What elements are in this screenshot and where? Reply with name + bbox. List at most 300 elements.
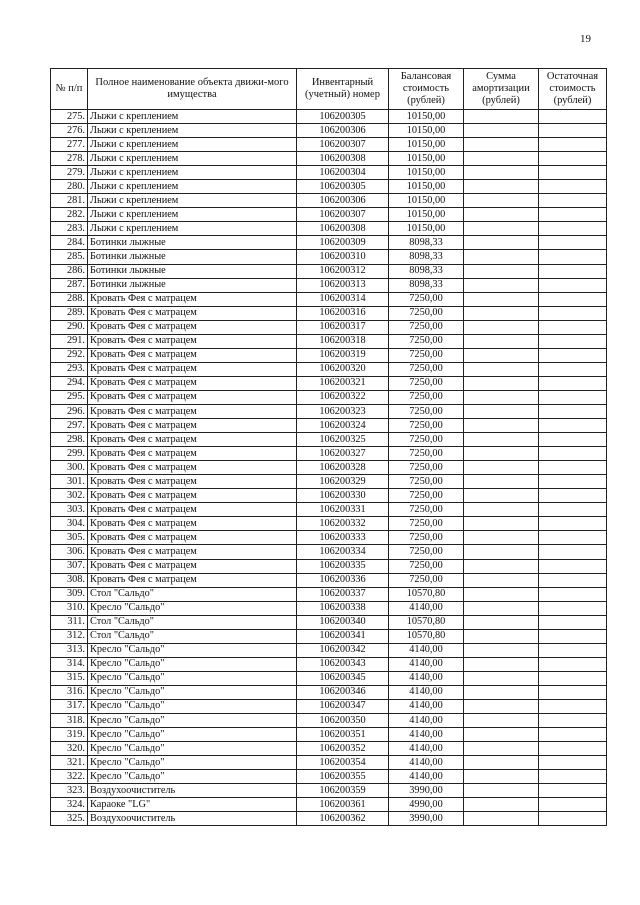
inventory-number: 106200337 xyxy=(297,587,389,601)
header-name: Полное наименование объекта движи-мого имущества xyxy=(88,69,297,110)
depreciation-amount xyxy=(464,812,539,826)
row-number: 290. xyxy=(51,320,88,334)
inventory-number: 106200322 xyxy=(297,390,389,404)
item-name: Кровать Фея с матрацем xyxy=(88,517,297,531)
inventory-number: 106200324 xyxy=(297,419,389,433)
residual-cost xyxy=(539,742,607,756)
table-row xyxy=(51,559,607,573)
balance-cost: 7250,00 xyxy=(389,503,464,517)
table-row xyxy=(51,601,607,615)
item-name: Кровать Фея с матрацем xyxy=(88,489,297,503)
balance-cost: 4140,00 xyxy=(389,657,464,671)
inventory-number: 106200308 xyxy=(297,222,389,236)
residual-cost xyxy=(539,222,607,236)
depreciation-amount xyxy=(464,124,539,138)
item-name: Кровать Фея с матрацем xyxy=(88,559,297,573)
row-number: 287. xyxy=(51,278,88,292)
depreciation-amount xyxy=(464,236,539,250)
inventory-number: 106200308 xyxy=(297,152,389,166)
residual-cost xyxy=(539,124,607,138)
inventory-number: 106200338 xyxy=(297,601,389,615)
depreciation-amount xyxy=(464,503,539,517)
item-name: Лыжи с креплением xyxy=(88,152,297,166)
table-row xyxy=(51,124,607,138)
row-number: 285. xyxy=(51,250,88,264)
residual-cost xyxy=(539,419,607,433)
balance-cost: 7250,00 xyxy=(389,320,464,334)
item-name: Кровать Фея с матрацем xyxy=(88,306,297,320)
inventory-number: 106200340 xyxy=(297,615,389,629)
table-row xyxy=(51,587,607,601)
depreciation-amount xyxy=(464,615,539,629)
balance-cost: 10150,00 xyxy=(389,180,464,194)
balance-cost: 8098,33 xyxy=(389,264,464,278)
depreciation-amount xyxy=(464,278,539,292)
row-number: 291. xyxy=(51,334,88,348)
table-row xyxy=(51,503,607,517)
row-number: 288. xyxy=(51,292,88,306)
row-number: 307. xyxy=(51,559,88,573)
table-row xyxy=(51,615,607,629)
residual-cost xyxy=(539,110,607,124)
row-number: 312. xyxy=(51,629,88,643)
residual-cost xyxy=(539,587,607,601)
residual-cost xyxy=(539,728,607,742)
row-number: 295. xyxy=(51,390,88,404)
residual-cost xyxy=(539,699,607,713)
header-inventory: Инвентарный (учетный) номер xyxy=(297,69,389,110)
residual-cost xyxy=(539,236,607,250)
item-name: Ботинки лыжные xyxy=(88,278,297,292)
balance-cost: 7250,00 xyxy=(389,362,464,376)
inventory-number: 106200328 xyxy=(297,461,389,475)
table-row xyxy=(51,756,607,770)
depreciation-amount xyxy=(464,798,539,812)
balance-cost: 4140,00 xyxy=(389,770,464,784)
balance-cost: 3990,00 xyxy=(389,812,464,826)
depreciation-amount xyxy=(464,784,539,798)
inventory-number: 106200352 xyxy=(297,742,389,756)
balance-cost: 10150,00 xyxy=(389,138,464,152)
residual-cost xyxy=(539,208,607,222)
residual-cost xyxy=(539,517,607,531)
item-name: Ботинки лыжные xyxy=(88,250,297,264)
inventory-number: 106200325 xyxy=(297,433,389,447)
depreciation-amount xyxy=(464,461,539,475)
inventory-number: 106200306 xyxy=(297,124,389,138)
depreciation-amount xyxy=(464,306,539,320)
balance-cost: 7250,00 xyxy=(389,292,464,306)
header-depreciation: Сумма амортизации (рублей) xyxy=(464,69,539,110)
table-row xyxy=(51,812,607,826)
item-name: Кровать Фея с матрацем xyxy=(88,503,297,517)
inventory-number: 106200334 xyxy=(297,545,389,559)
row-number: 304. xyxy=(51,517,88,531)
balance-cost: 7250,00 xyxy=(389,573,464,587)
row-number: 275. xyxy=(51,110,88,124)
row-number: 310. xyxy=(51,601,88,615)
residual-cost xyxy=(539,601,607,615)
residual-cost xyxy=(539,376,607,390)
table-row xyxy=(51,138,607,152)
table-row xyxy=(51,320,607,334)
item-name: Стол "Сальдо" xyxy=(88,587,297,601)
inventory-number: 106200316 xyxy=(297,306,389,320)
row-number: 301. xyxy=(51,475,88,489)
balance-cost: 8098,33 xyxy=(389,250,464,264)
balance-cost: 4140,00 xyxy=(389,699,464,713)
table-row xyxy=(51,208,607,222)
item-name: Кровать Фея с матрацем xyxy=(88,573,297,587)
item-name: Лыжи с креплением xyxy=(88,180,297,194)
table-row xyxy=(51,222,607,236)
row-number: 276. xyxy=(51,124,88,138)
table-row xyxy=(51,152,607,166)
inventory-number: 106200314 xyxy=(297,292,389,306)
residual-cost xyxy=(539,643,607,657)
balance-cost: 7250,00 xyxy=(389,419,464,433)
item-name: Кресло "Сальдо" xyxy=(88,699,297,713)
balance-cost: 4140,00 xyxy=(389,685,464,699)
table-row xyxy=(51,264,607,278)
balance-cost: 8098,33 xyxy=(389,278,464,292)
balance-cost: 3990,00 xyxy=(389,784,464,798)
row-number: 280. xyxy=(51,180,88,194)
balance-cost: 10570,80 xyxy=(389,587,464,601)
balance-cost: 7250,00 xyxy=(389,559,464,573)
row-number: 278. xyxy=(51,152,88,166)
balance-cost: 7250,00 xyxy=(389,404,464,418)
table-row xyxy=(51,292,607,306)
inventory-number: 106200318 xyxy=(297,334,389,348)
table-row xyxy=(51,180,607,194)
balance-cost: 10150,00 xyxy=(389,208,464,222)
row-number: 297. xyxy=(51,419,88,433)
inventory-number: 106200359 xyxy=(297,784,389,798)
row-number: 302. xyxy=(51,489,88,503)
item-name: Кресло "Сальдо" xyxy=(88,728,297,742)
item-name: Кровать Фея с матрацем xyxy=(88,531,297,545)
balance-cost: 10150,00 xyxy=(389,110,464,124)
depreciation-amount xyxy=(464,222,539,236)
residual-cost xyxy=(539,152,607,166)
balance-cost: 7250,00 xyxy=(389,475,464,489)
inventory-number: 106200310 xyxy=(297,250,389,264)
table-row xyxy=(51,433,607,447)
header-residual: Остаточная стоимость (рублей) xyxy=(539,69,607,110)
residual-cost xyxy=(539,320,607,334)
table-row xyxy=(51,699,607,713)
balance-cost: 4140,00 xyxy=(389,714,464,728)
inventory-table xyxy=(50,68,607,826)
table-body xyxy=(51,110,607,826)
inventory-number: 106200341 xyxy=(297,629,389,643)
depreciation-amount xyxy=(464,447,539,461)
row-number: 318. xyxy=(51,714,88,728)
item-name: Кровать Фея с матрацем xyxy=(88,376,297,390)
balance-cost: 7250,00 xyxy=(389,334,464,348)
depreciation-amount xyxy=(464,362,539,376)
depreciation-amount xyxy=(464,419,539,433)
residual-cost xyxy=(539,545,607,559)
row-number: 303. xyxy=(51,503,88,517)
table-header-row xyxy=(51,69,607,110)
balance-cost: 4140,00 xyxy=(389,742,464,756)
residual-cost xyxy=(539,784,607,798)
row-number: 279. xyxy=(51,166,88,180)
table-row xyxy=(51,334,607,348)
table-row xyxy=(51,657,607,671)
balance-cost: 7250,00 xyxy=(389,306,464,320)
row-number: 289. xyxy=(51,306,88,320)
residual-cost xyxy=(539,390,607,404)
item-name: Кровать Фея с матрацем xyxy=(88,362,297,376)
row-number: 323. xyxy=(51,784,88,798)
item-name: Ботинки лыжные xyxy=(88,264,297,278)
item-name: Кровать Фея с матрацем xyxy=(88,461,297,475)
table-row xyxy=(51,278,607,292)
table-row xyxy=(51,348,607,362)
item-name: Ботинки лыжные xyxy=(88,236,297,250)
residual-cost xyxy=(539,812,607,826)
depreciation-amount xyxy=(464,559,539,573)
inventory-number: 106200305 xyxy=(297,110,389,124)
inventory-number: 106200350 xyxy=(297,714,389,728)
depreciation-amount xyxy=(464,685,539,699)
balance-cost: 7250,00 xyxy=(389,390,464,404)
table-row xyxy=(51,685,607,699)
item-name: Лыжи с креплением xyxy=(88,166,297,180)
balance-cost: 7250,00 xyxy=(389,447,464,461)
inventory-number: 106200331 xyxy=(297,503,389,517)
item-name: Кресло "Сальдо" xyxy=(88,685,297,699)
item-name: Лыжи с креплением xyxy=(88,138,297,152)
depreciation-amount xyxy=(464,433,539,447)
inventory-number: 106200304 xyxy=(297,166,389,180)
residual-cost xyxy=(539,615,607,629)
item-name: Кровать Фея с матрацем xyxy=(88,419,297,433)
inventory-number: 106200335 xyxy=(297,559,389,573)
row-number: 300. xyxy=(51,461,88,475)
item-name: Кресло "Сальдо" xyxy=(88,756,297,770)
balance-cost: 4990,00 xyxy=(389,798,464,812)
inventory-number: 106200361 xyxy=(297,798,389,812)
residual-cost xyxy=(539,671,607,685)
depreciation-amount xyxy=(464,587,539,601)
inventory-number: 106200309 xyxy=(297,236,389,250)
depreciation-amount xyxy=(464,404,539,418)
residual-cost xyxy=(539,264,607,278)
residual-cost xyxy=(539,629,607,643)
row-number: 281. xyxy=(51,194,88,208)
residual-cost xyxy=(539,278,607,292)
depreciation-amount xyxy=(464,531,539,545)
table-row xyxy=(51,376,607,390)
table-row xyxy=(51,643,607,657)
page-number: 19 xyxy=(580,33,591,45)
depreciation-amount xyxy=(464,292,539,306)
table-row xyxy=(51,110,607,124)
item-name: Лыжи с креплением xyxy=(88,194,297,208)
row-number: 314. xyxy=(51,657,88,671)
item-name: Кровать Фея с матрацем xyxy=(88,433,297,447)
row-number: 277. xyxy=(51,138,88,152)
depreciation-amount xyxy=(464,629,539,643)
item-name: Кровать Фея с матрацем xyxy=(88,390,297,404)
balance-cost: 10570,80 xyxy=(389,629,464,643)
balance-cost: 4140,00 xyxy=(389,728,464,742)
depreciation-amount xyxy=(464,517,539,531)
inventory-number: 106200362 xyxy=(297,812,389,826)
item-name: Кресло "Сальдо" xyxy=(88,657,297,671)
residual-cost xyxy=(539,503,607,517)
balance-cost: 7250,00 xyxy=(389,348,464,362)
table-row xyxy=(51,798,607,812)
row-number: 317. xyxy=(51,699,88,713)
inventory-number: 106200351 xyxy=(297,728,389,742)
depreciation-amount xyxy=(464,334,539,348)
depreciation-amount xyxy=(464,166,539,180)
row-number: 322. xyxy=(51,770,88,784)
balance-cost: 10150,00 xyxy=(389,152,464,166)
inventory-number: 106200323 xyxy=(297,404,389,418)
table-row xyxy=(51,390,607,404)
row-number: 321. xyxy=(51,756,88,770)
item-name: Кровать Фея с матрацем xyxy=(88,348,297,362)
item-name: Стол "Сальдо" xyxy=(88,615,297,629)
item-name: Воздухоочиститель xyxy=(88,784,297,798)
residual-cost xyxy=(539,531,607,545)
row-number: 293. xyxy=(51,362,88,376)
residual-cost xyxy=(539,756,607,770)
inventory-number: 106200332 xyxy=(297,517,389,531)
table-row xyxy=(51,545,607,559)
item-name: Кровать Фея с матрацем xyxy=(88,334,297,348)
inventory-number: 106200320 xyxy=(297,362,389,376)
residual-cost xyxy=(539,194,607,208)
item-name: Кресло "Сальдо" xyxy=(88,671,297,685)
residual-cost xyxy=(539,348,607,362)
balance-cost: 8098,33 xyxy=(389,236,464,250)
item-name: Кресло "Сальдо" xyxy=(88,714,297,728)
inventory-number: 106200342 xyxy=(297,643,389,657)
inventory-number: 106200305 xyxy=(297,180,389,194)
residual-cost xyxy=(539,362,607,376)
inventory-number: 106200343 xyxy=(297,657,389,671)
depreciation-amount xyxy=(464,264,539,278)
table-row xyxy=(51,404,607,418)
row-number: 296. xyxy=(51,404,88,418)
depreciation-amount xyxy=(464,250,539,264)
item-name: Лыжи с креплением xyxy=(88,222,297,236)
balance-cost: 7250,00 xyxy=(389,461,464,475)
balance-cost: 7250,00 xyxy=(389,489,464,503)
residual-cost xyxy=(539,461,607,475)
depreciation-amount xyxy=(464,601,539,615)
residual-cost xyxy=(539,166,607,180)
depreciation-amount xyxy=(464,348,539,362)
depreciation-amount xyxy=(464,180,539,194)
row-number: 283. xyxy=(51,222,88,236)
row-number: 315. xyxy=(51,671,88,685)
residual-cost xyxy=(539,138,607,152)
inventory-number: 106200336 xyxy=(297,573,389,587)
inventory-number: 106200347 xyxy=(297,699,389,713)
item-name: Караоке "LG" xyxy=(88,798,297,812)
balance-cost: 7250,00 xyxy=(389,531,464,545)
residual-cost xyxy=(539,657,607,671)
depreciation-amount xyxy=(464,545,539,559)
depreciation-amount xyxy=(464,643,539,657)
depreciation-amount xyxy=(464,671,539,685)
inventory-number: 106200330 xyxy=(297,489,389,503)
table-row xyxy=(51,770,607,784)
item-name: Лыжи с креплением xyxy=(88,110,297,124)
row-number: 308. xyxy=(51,573,88,587)
inventory-number: 106200355 xyxy=(297,770,389,784)
residual-cost xyxy=(539,559,607,573)
depreciation-amount xyxy=(464,376,539,390)
table-row xyxy=(51,447,607,461)
balance-cost: 10570,80 xyxy=(389,615,464,629)
balance-cost: 7250,00 xyxy=(389,545,464,559)
inventory-number: 106200329 xyxy=(297,475,389,489)
residual-cost xyxy=(539,250,607,264)
row-number: 309. xyxy=(51,587,88,601)
item-name: Кровать Фея с матрацем xyxy=(88,475,297,489)
table-row xyxy=(51,475,607,489)
item-name: Кресло "Сальдо" xyxy=(88,770,297,784)
depreciation-amount xyxy=(464,770,539,784)
table-row xyxy=(51,166,607,180)
item-name: Кровать Фея с матрацем xyxy=(88,292,297,306)
item-name: Кровать Фея с матрацем xyxy=(88,545,297,559)
table-row xyxy=(51,419,607,433)
inventory-number: 106200327 xyxy=(297,447,389,461)
balance-cost: 10150,00 xyxy=(389,222,464,236)
item-name: Лыжи с креплением xyxy=(88,124,297,138)
item-name: Лыжи с креплением xyxy=(88,208,297,222)
depreciation-amount xyxy=(464,138,539,152)
table-row xyxy=(51,489,607,503)
row-number: 294. xyxy=(51,376,88,390)
table-row xyxy=(51,742,607,756)
row-number: 313. xyxy=(51,643,88,657)
balance-cost: 4140,00 xyxy=(389,671,464,685)
balance-cost: 10150,00 xyxy=(389,166,464,180)
residual-cost xyxy=(539,685,607,699)
residual-cost xyxy=(539,404,607,418)
depreciation-amount xyxy=(464,714,539,728)
table-row xyxy=(51,531,607,545)
table-row xyxy=(51,362,607,376)
residual-cost xyxy=(539,447,607,461)
residual-cost xyxy=(539,798,607,812)
item-name: Кресло "Сальдо" xyxy=(88,601,297,615)
balance-cost: 4140,00 xyxy=(389,756,464,770)
depreciation-amount xyxy=(464,742,539,756)
inventory-number: 106200313 xyxy=(297,278,389,292)
depreciation-amount xyxy=(464,208,539,222)
depreciation-amount xyxy=(464,390,539,404)
inventory-number: 106200345 xyxy=(297,671,389,685)
table-row xyxy=(51,728,607,742)
row-number: 298. xyxy=(51,433,88,447)
residual-cost xyxy=(539,489,607,503)
table-row xyxy=(51,629,607,643)
inventory-number: 106200354 xyxy=(297,756,389,770)
inventory-number: 106200321 xyxy=(297,376,389,390)
